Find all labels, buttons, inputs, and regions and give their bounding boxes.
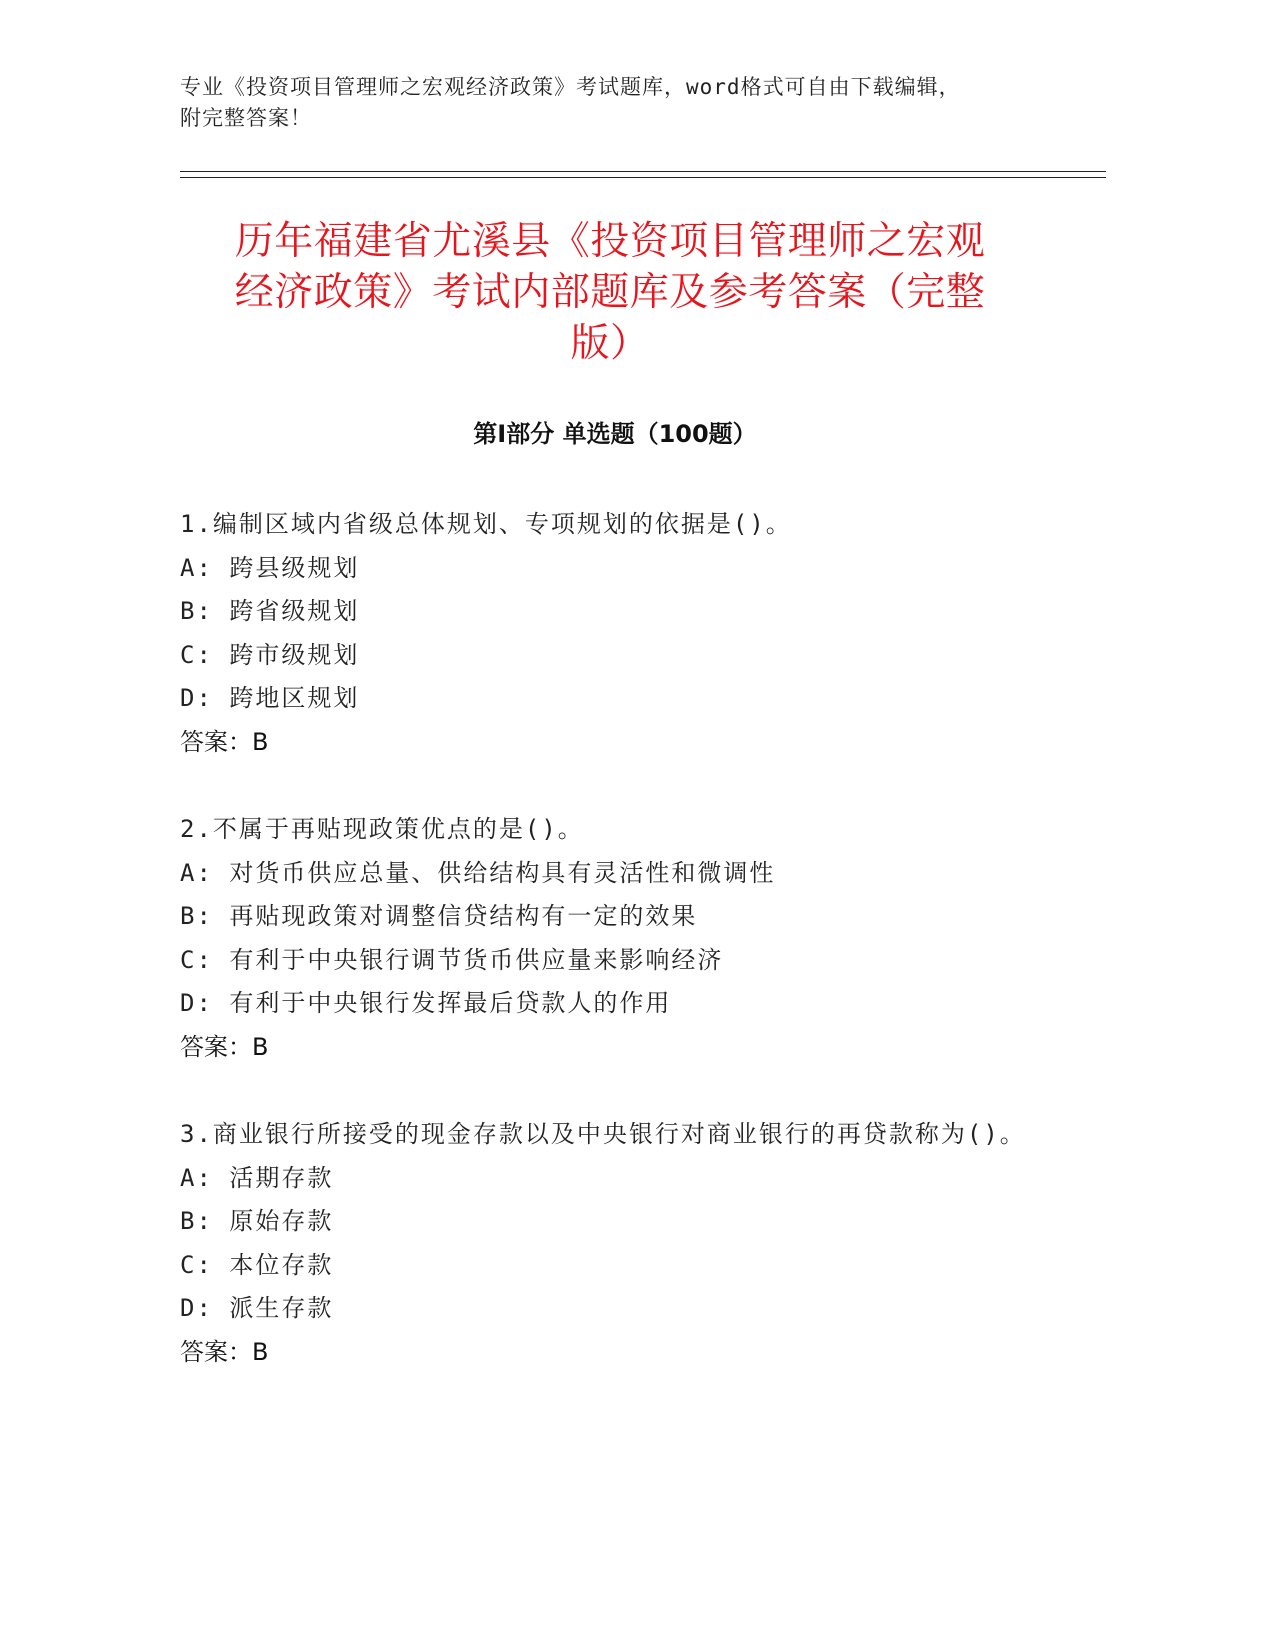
- question-3: [180, 1113, 1030, 1374]
- header-note-line-1: 专业《投资项目管理师之宏观经济政策》考试题库，word格式可自由下载编辑，: [180, 75, 961, 99]
- option-b: B: 再贴现政策对调整信贷结构有一定的效果: [180, 902, 698, 930]
- option-d: D: 有利于中央银行发挥最后贷款人的作用: [180, 989, 672, 1017]
- option-a: A: 跨县级规划: [180, 553, 360, 582]
- answer: 答案：B: [180, 727, 269, 756]
- document-title-line-3: 版）: [570, 321, 650, 366]
- question-2: [180, 808, 1030, 1069]
- option-b: B: 跨省级规划: [180, 597, 360, 625]
- section-title: 第Ⅰ部分 单选题（100题）: [473, 420, 757, 448]
- option-a: A: 对货币供应总量、供给结构具有灵活性和微调性: [180, 858, 776, 887]
- option-c: C: 跨市级规划: [180, 640, 360, 669]
- option-c: C: 本位存款: [180, 1250, 334, 1279]
- option-d: D: 派生存款: [180, 1294, 334, 1322]
- question-stem: 2.不属于再贴现政策优点的是()。: [180, 815, 584, 843]
- question-stem: 1.编制区域内省级总体规划、专项规划的依据是()。: [180, 510, 792, 538]
- option-a: A: 活期存款: [180, 1163, 334, 1192]
- header-note: [180, 72, 1110, 134]
- option-d: D: 跨地区规划: [180, 684, 360, 712]
- header-divider-top: [180, 171, 1106, 172]
- document-title-line-2: 经济政策》考试内部题库及参考答案（完整: [234, 270, 986, 315]
- header-divider-bottom: [180, 177, 1106, 178]
- option-b: B: 原始存款: [180, 1207, 334, 1235]
- option-c: C: 有利于中央银行调节货币供应量来影响经济: [180, 945, 724, 974]
- answer: 答案：B: [180, 1337, 269, 1366]
- question-1: [180, 503, 1030, 764]
- header-note-line-2: 附完整答案！: [180, 106, 312, 130]
- question-stem: 3.商业银行所接受的现金存款以及中央银行对商业银行的再贷款称为()。: [180, 1120, 1026, 1148]
- answer: 答案：B: [180, 1032, 269, 1061]
- document-title-line-1: 历年福建省尤溪县《投资项目管理师之宏观: [234, 219, 986, 264]
- document-title: [175, 216, 1045, 369]
